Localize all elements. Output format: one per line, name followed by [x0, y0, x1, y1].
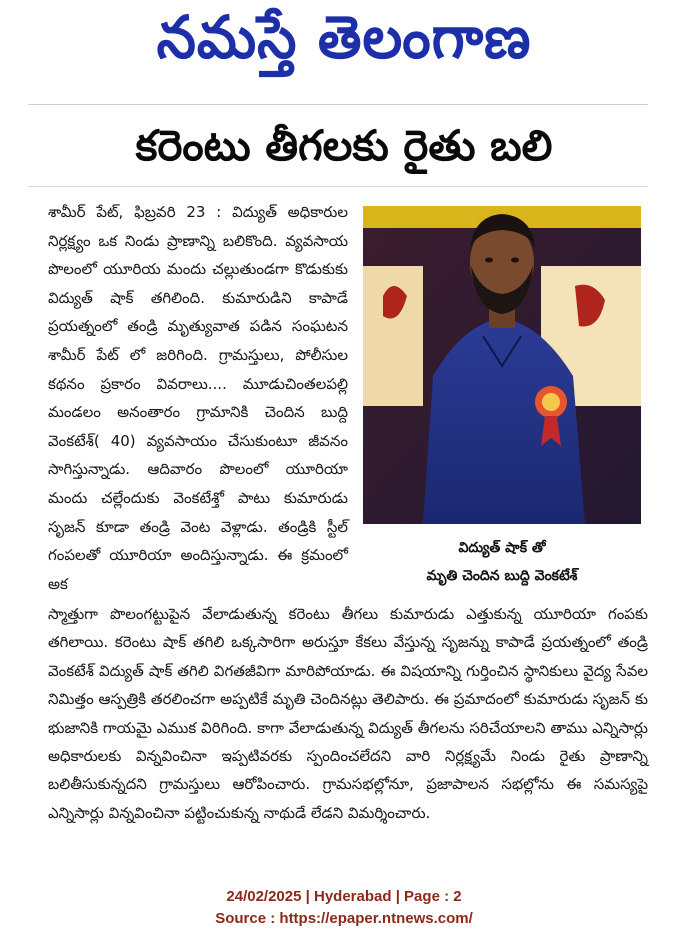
footer-source: Source : https://epaper.ntnews.com/ — [215, 910, 473, 927]
article-column-text: శామీర్ పేట్, ఫిబ్రవరి 23 : విద్యుత్ అధికారుల నిర్లక్ష్యం ఒక నిండు ప్రాణాన్ని బలికొంది. వ్యవసాయ పొలంలో యూరియ మందు చల్లుతుండగా కొడుకుకు విద్యుత్ షాక్ తగిలింది. కుమారుడిని కాపాడే ప్రయత్నంలో తండ్రి మృత్యువాత పడిన సంఘటన శామీర్ పేట్ లో జరిగింది. గ్రామస్తులు, పోలీసుల కథనం ప్రకారం వివరాలు.... మూడుచింతలపల్లి మండలం అనంతారం గ్రామానికి చెందిన బుద్ది వెంకటేశ్( 40) వ్యవసాయం చేసుకుంటూ జీవనం సాగిస్తున్నాడు. ఆదివారం పొలంలో యూరియా మందు చల్లేందుకు వెంకటేశ్తో పాటు కుమారుడు సృజన్ కూడా తండ్రి వెంట వెళ్లాడు. తండ్రికి స్టీల్ గంపలతో యూరియా అందిస్తున్నాడు. ఈ క్రమంలో అక — [48, 203, 348, 593]
article-photo — [363, 206, 641, 524]
masthead — [0, 0, 688, 100]
article-column — [48, 198, 348, 598]
article-continuation — [48, 600, 648, 827]
footer-dateline: 24/02/2025 | Hyderabad | Page : 2 — [226, 888, 462, 905]
newspaper-title: నమస్తే తెలంగాణ — [156, 4, 532, 73]
photo-caption — [363, 534, 641, 590]
portrait-image — [363, 206, 641, 524]
masthead-divider — [28, 104, 648, 105]
photo-caption-line2: మృతి చెందిన బుద్ది వెంకటేశ్ — [426, 568, 578, 584]
photo-caption-line1: విద్యుత్ షాక్ తో — [458, 540, 546, 556]
article-continuation-text: స్మాత్తుగా పొలంగట్టుపైన వేలాడుతున్న కరెంటు తీగలు కుమారుడు ఎత్తుకున్న యూరియా గంపకు తగిలాయి. కరెంటు షాక్ తగిలి ఒక్కసారిగా అరుస్తూ కేకలు వేస్తున్న సృజన్ను కాపాడే ప్రయత్నంలో తండ్రి వెంకటేశ్ విద్యుత్ షాక్ తగిలి విగతజీవిగా మారిపోయాడు. ఈ విషయాన్ని గుర్తించిన స్థానికులు వైద్య సేవల నిమిత్తం ఆస్పత్రికి తరలించగా అప్పటికే మృతి చెందినట్లు తెలిపారు. ఈ ప్రమాదంలో కుమారుడు సృజన్ కు భుజానికి గాయమై ఎముక విరిగింది. కాగా వేలాడుతున్న విద్యుత్ తీగలను సరిచేయాలని తాము ఎన్నిసార్లు అధికారులకు విన్నవించినా ఇప్పటివరకు స్పందించలేదని వారి నిర్లక్ష్యమే నిండు రైతు ప్రాణాన్ని బలితీసుకున్నదని గ్రామస్తులు ఆరోపించారు. గ్రామసభల్లోనూ, ప్రజాపాలన సభల్లోను ఈ సమస్యపై ఎన్నిసార్లు విన్నవించినా పట్టించుకున్న నాథుడే లేడని విమర్శించారు. — [48, 605, 648, 822]
article-headline: కరెంటు తీగలకు రైతు బలి — [135, 121, 553, 170]
headline-divider — [28, 186, 648, 187]
